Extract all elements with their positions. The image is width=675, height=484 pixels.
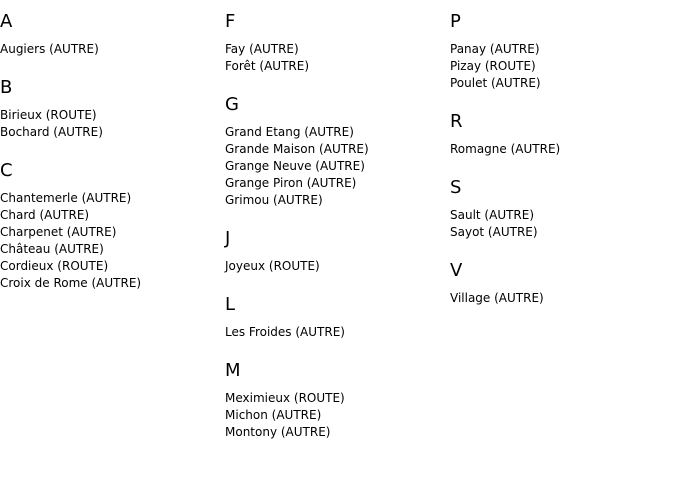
letter-group-f: [225, 11, 440, 75]
place-list: [225, 258, 440, 275]
place-link[interactable]: Croix de Rome (AUTRE): [0, 276, 142, 290]
place-link[interactable]: Montony (AUTRE): [225, 425, 331, 439]
place-link[interactable]: Chard (AUTRE): [0, 208, 90, 222]
place-link[interactable]: Chantemerle (AUTRE): [0, 191, 132, 205]
letter-heading: F: [225, 11, 236, 32]
index-column-2: [225, 11, 440, 460]
place-link[interactable]: Charpenet (AUTRE): [0, 225, 117, 239]
letter-heading: C: [0, 160, 13, 181]
letter-heading: G: [225, 94, 239, 115]
letter-group-g: [225, 94, 440, 209]
letter-group-c: [0, 160, 215, 292]
letter-group-a: [0, 11, 215, 58]
place-link[interactable]: Pizay (ROUTE): [450, 59, 536, 73]
place-list: [0, 107, 215, 141]
place-list: [225, 390, 440, 441]
letter-heading: S: [450, 177, 462, 198]
letter-group-m: [225, 360, 440, 441]
place-link[interactable]: Sayot (AUTRE): [450, 225, 538, 239]
place-list: [450, 41, 665, 92]
place-link[interactable]: Augiers (AUTRE): [0, 42, 99, 56]
letter-heading: A: [0, 11, 13, 32]
letter-heading: J: [225, 228, 231, 249]
place-list: [225, 324, 440, 341]
place-link[interactable]: Village (AUTRE): [450, 291, 544, 305]
letter-heading: B: [0, 77, 13, 98]
place-list: [0, 190, 215, 292]
place-link[interactable]: Grange Neuve (AUTRE): [225, 159, 365, 173]
place-link[interactable]: Grange Piron (AUTRE): [225, 176, 357, 190]
place-link[interactable]: Grand Etang (AUTRE): [225, 125, 354, 139]
letter-group-b: [0, 77, 215, 141]
letter-group-p: [450, 11, 665, 92]
letter-heading: V: [450, 260, 463, 281]
place-link[interactable]: Sault (AUTRE): [450, 208, 535, 222]
place-link[interactable]: Les Froides (AUTRE): [225, 325, 345, 339]
place-link[interactable]: Romagne (AUTRE): [450, 142, 561, 156]
place-link[interactable]: Panay (AUTRE): [450, 42, 540, 56]
letter-group-v: [450, 260, 665, 307]
letter-group-l: [225, 294, 440, 341]
place-link[interactable]: Forêt (AUTRE): [225, 59, 309, 73]
letter-group-r: [450, 111, 665, 158]
place-list: [450, 207, 665, 241]
place-link[interactable]: Poulet (AUTRE): [450, 76, 541, 90]
place-list: [450, 290, 665, 307]
letter-heading: L: [225, 294, 236, 315]
index-column-1: [0, 11, 215, 311]
place-link[interactable]: Grande Maison (AUTRE): [225, 142, 369, 156]
letter-heading: R: [450, 111, 463, 132]
letter-group-s: [450, 177, 665, 241]
place-link[interactable]: Michon (AUTRE): [225, 408, 322, 422]
place-list: [225, 124, 440, 209]
letter-heading: P: [450, 11, 461, 32]
place-link[interactable]: Joyeux (ROUTE): [225, 259, 320, 273]
place-list: [0, 41, 215, 58]
place-link[interactable]: Meximieux (ROUTE): [225, 391, 345, 405]
letter-heading: M: [225, 360, 241, 381]
place-list: [225, 41, 440, 75]
place-link[interactable]: Grimou (AUTRE): [225, 193, 323, 207]
place-link[interactable]: Bochard (AUTRE): [0, 125, 103, 139]
place-link[interactable]: Château (AUTRE): [0, 242, 104, 256]
letter-group-j: [225, 228, 440, 275]
index-column-3: [450, 11, 665, 326]
place-link[interactable]: Fay (AUTRE): [225, 42, 299, 56]
place-list: [450, 141, 665, 158]
place-link[interactable]: Birieux (ROUTE): [0, 108, 97, 122]
place-link[interactable]: Cordieux (ROUTE): [0, 259, 109, 273]
